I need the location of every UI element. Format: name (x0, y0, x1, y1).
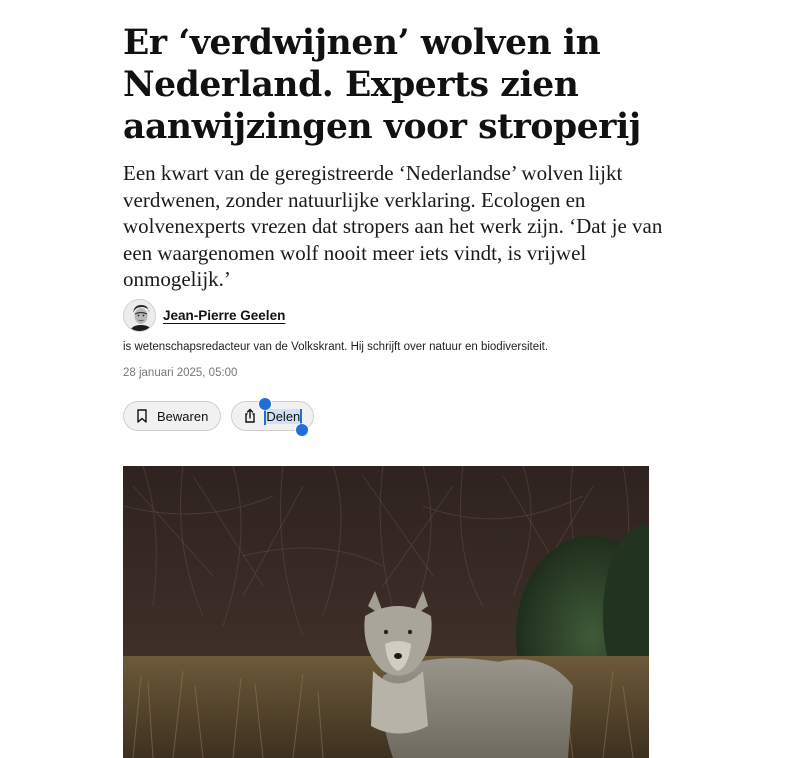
selection-start-caret (264, 409, 266, 425)
share-button-label: Delen (266, 408, 301, 424)
wolf-photo-illustration (123, 466, 649, 758)
author-bio: is wetenschapsredacteur van de Volkskrant. Hij schrijft over natuur en biodiversiteit. (123, 341, 549, 353)
author-name-link[interactable]: Jean-Pierre Geelen (163, 307, 286, 323)
author-byline (123, 298, 285, 332)
selection-end-handle[interactable] (296, 424, 308, 436)
publish-date: 28 januari 2025, 05:00 (123, 367, 238, 379)
save-button-label: Bewaren (157, 408, 209, 424)
selected-text[interactable] (265, 409, 301, 424)
author-portrait (124, 300, 156, 332)
bookmark-icon (134, 408, 150, 424)
share-icon (242, 408, 258, 424)
article-photo-wolf[interactable] (123, 466, 649, 758)
selection-end-caret (300, 409, 302, 425)
selection-start-handle[interactable] (259, 398, 271, 410)
article-lede: Een kwart van de geregistreerde ‘Nederlandse’ wolven lijkt verdwenen, zonder natuurlijke verklaring. Ecologen en wolvenexperts vrezen dat stropers aan het werk zijn. ‘Dat je van een waargenomen wolf nooit meer iets vindt, is vrijwel onmogelijk.’ (123, 161, 663, 291)
share-button[interactable] (231, 401, 314, 431)
save-button[interactable] (123, 401, 221, 431)
article-actions (123, 401, 314, 431)
article-title: Er ‘verdwijnen’ wolven in Nederland. Experts zien aanwijzingen voor stroperij (123, 23, 641, 147)
author-avatar[interactable] (123, 299, 156, 332)
